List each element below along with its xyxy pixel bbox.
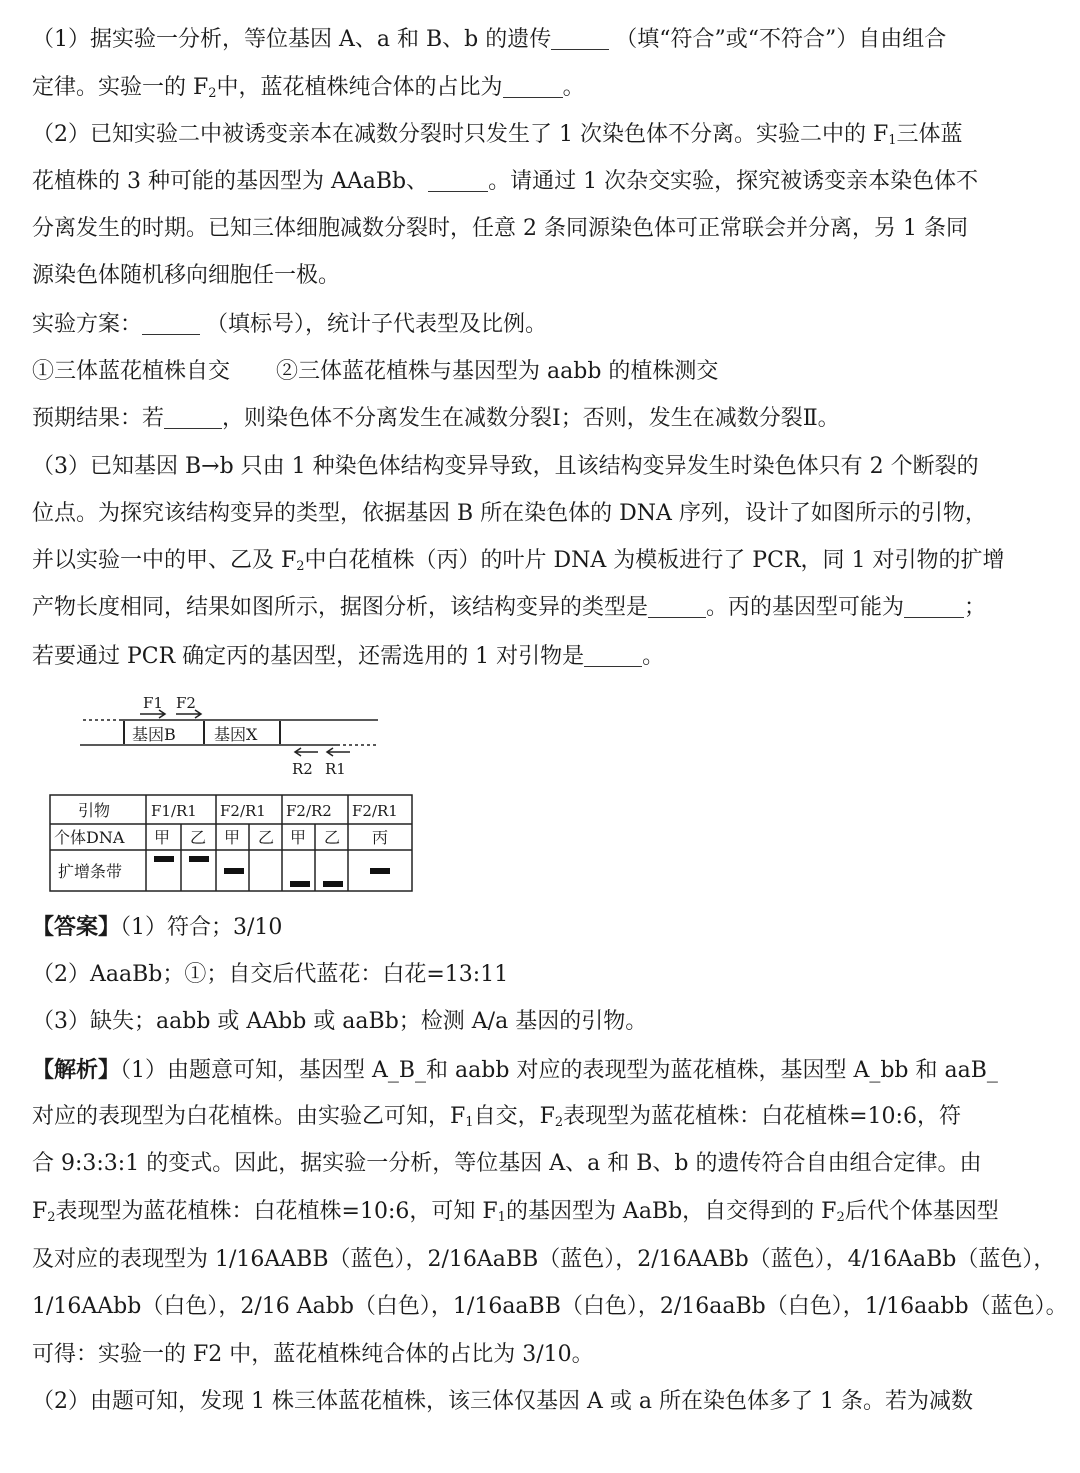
q2-text: （填标号），统计子代表型及比例。 [206,312,548,337]
individual-7: 丙 [372,828,389,847]
q1-line-2 [32,73,1080,103]
analysis-text: 后代个体基因型 [844,1199,999,1224]
option-1: ①三体蓝花植株自交 [32,359,231,384]
analysis-text: 表现型为蓝花植株：白花植株=10:6，可知 F [55,1199,498,1224]
band-1 [154,856,174,862]
q2-line-2 [32,167,1080,197]
analysis-text: （1）由题意可知，基因型 A_B_和 aabb 对应的表现型为蓝花植株，基因型 A_bb 和 aaB_ [120,1058,998,1083]
q3-text: 中白花植株（丙）的叶片 DNA 为模板进行了 PCR，同 1 对引物的扩增 [304,548,1005,573]
analysis-line-3: 合 9:3:3:1 的变式。因此，据实验一分析，等位基因 A、a 和 B、b 的遗传符合自由组合定律。由 [32,1151,982,1176]
q2-text: 实验方案： [32,312,143,337]
analysis-line-8: （2）由题可知，发现 1 株三体蓝花植株，该三体仅基因 A 或 a 所在染色体多了 1 条。若为减数 [32,1389,973,1414]
q3-text: 若要通过 PCR 确定丙的基因型，还需选用的 1 对引物是 [32,644,585,669]
analysis-line-5: 及对应的表现型为 1/16AABB（蓝色），2/16AaBB（蓝色），2/16AABb（蓝色），4/16AaBb（蓝色）， [32,1247,1056,1272]
q2-text: 花植株的 3 种可能的基因型为 AAaBb、 [32,169,429,194]
q2-line-7 [32,404,1080,434]
analysis-text: 的基因型为 AaBb，自交得到的 F [505,1199,837,1224]
q3-line-1: （3）已知基因 B→b 只由 1 种染色体结构变异导致，且该结构变异发生时染色体只有 2 个断裂的 [32,454,979,479]
row-label-bands: 扩增条带 [58,862,123,881]
answer-blank [142,333,200,335]
band-3 [224,868,244,874]
analysis-line-7: 可得：实验一的 F2 中，蓝花植株纯合体的占比为 3/10。 [32,1342,594,1367]
analysis-text: 对应的表现型为白花植株。由实验乙可知，F [32,1104,466,1129]
subscript: 1 [465,1115,474,1130]
row-label-dna: 个体DNA [54,828,125,847]
subscript: 2 [296,559,305,574]
individual-1: 甲 [154,828,171,847]
q1-text: 定律。实验一的 F [32,75,209,100]
q1-text: （1）据实验一分析，等位基因 A、a 和 B、b 的遗传 [32,27,552,52]
primer-pair-3: F2/R2 [286,802,332,820]
q2-line-1 [32,120,1080,150]
analysis-line-4 [32,1197,1080,1227]
q3-text: 并以实验一中的甲、乙及 F [32,548,297,573]
gene-b-label: 基因B [132,725,176,744]
primer-r1-label: R1 [325,760,346,778]
q2-text: 三体蓝 [896,122,963,147]
band-6 [323,881,343,887]
answer-blank [584,665,642,667]
answer-text: （1）符合；3/10 [120,915,283,940]
q2-line-5 [32,310,1080,340]
q2-text: 。请通过 1 次杂交实验，探究被诱变亲本染色体不 [488,169,979,194]
answer-blank [904,616,964,618]
analysis-line-6: 1/16AAbb（白色），2/16 Aabb（白色），1/16aaBB（白色），2/16aaBb（白色），1/16aabb（蓝色）。 [32,1294,1068,1319]
q3-text: 产物长度相同，结果如图所示，据图分析，该结构变异的类型是 [32,595,649,620]
individual-3: 甲 [224,828,241,847]
q2-text: 预期结果：若 [32,406,165,431]
subscript: 2 [47,1210,56,1225]
individual-6: 乙 [324,828,341,847]
analysis-tag: 【解析】 [32,1057,121,1083]
answer-blank [648,616,706,618]
answer-line-2: （2）AaaBb；①；自交后代蓝花：白花=13:11 [32,962,509,987]
q1-line-1 [32,25,1080,55]
answer-blank [551,48,609,50]
q2-line-6 [32,357,1080,387]
q1-text: （填“符合”或“不符合”）自由组合 [615,27,947,52]
primer-f1-label: F1 [143,694,163,712]
primer-pair-4: F2/R1 [352,802,398,820]
answer-blank [428,190,488,192]
answer-blank [164,427,222,429]
answer-line-1 [32,912,1080,943]
q1-text: 中，蓝花植株纯合体的占比为 [216,75,503,100]
band-5 [290,881,310,887]
q3-line-3 [32,546,1080,576]
primer-pair-1: F1/R1 [151,802,197,820]
q3-text: ； [964,595,987,620]
primer-r2-arrow [295,748,318,756]
subscript: 2 [836,1210,845,1225]
subscript: 1 [888,133,897,148]
analysis-line-2 [32,1102,1080,1132]
band-7 [370,868,390,874]
row-label-primer: 引物 [78,801,111,820]
analysis-text: 表现型为蓝花植株：白花植株=10:6，符 [563,1104,961,1129]
q3-text: 。 [642,644,665,669]
analysis-text: 自交，F [473,1104,555,1129]
q3-line-5 [32,642,1080,672]
q2-line-4: 源染色体随机移向细胞任一极。 [32,263,341,288]
primer-r2-label: R2 [292,760,313,778]
answer-tag: 【答案】 [32,914,121,940]
answer-blank [503,96,563,98]
subscript: 2 [554,1115,564,1130]
individual-2: 乙 [190,828,207,847]
subscript: 2 [208,86,217,101]
q3-line-2: 位点。为探究该结构变异的类型，依据基因 B 所在染色体的 DNA 序列，设计了如图所示的引物， [32,501,987,526]
analysis-line-1 [32,1055,1080,1086]
q3-text: 。丙的基因型可能为 [706,595,905,620]
primer-f2-label: F2 [176,694,196,712]
band-2 [189,856,209,862]
analysis-text: F [32,1199,48,1224]
q2-line-3: 分离发生的时期。已知三体细胞减数分裂时，任意 2 条同源染色体可正常联会并分离，另 1 条同 [32,216,968,241]
q1-text: 。 [562,75,585,100]
gene-x-label: 基因X [214,725,258,744]
q3-line-4 [32,593,1080,623]
q2-text: （2）已知实验二中被诱变亲本在减数分裂时只发生了 1 次染色体不分离。实验二中的 F [32,122,889,147]
individual-4: 乙 [258,828,275,847]
individual-5: 甲 [290,828,307,847]
primer-r1-arrow [327,748,350,756]
pcr-figure [40,690,420,895]
subscript: 1 [497,1210,506,1225]
option-2: ②三体蓝花植株与基因型为 aabb 的植株测交 [276,359,719,384]
q2-text: ，则染色体不分离发生在减数分裂Ⅰ；否则，发生在减数分裂Ⅱ。 [222,406,840,431]
primer-pair-2: F2/R1 [220,802,266,820]
answer-line-3: （3）缺失；aabb 或 AAbb 或 aaBb；检测 A/a 基因的引物。 [32,1009,648,1034]
